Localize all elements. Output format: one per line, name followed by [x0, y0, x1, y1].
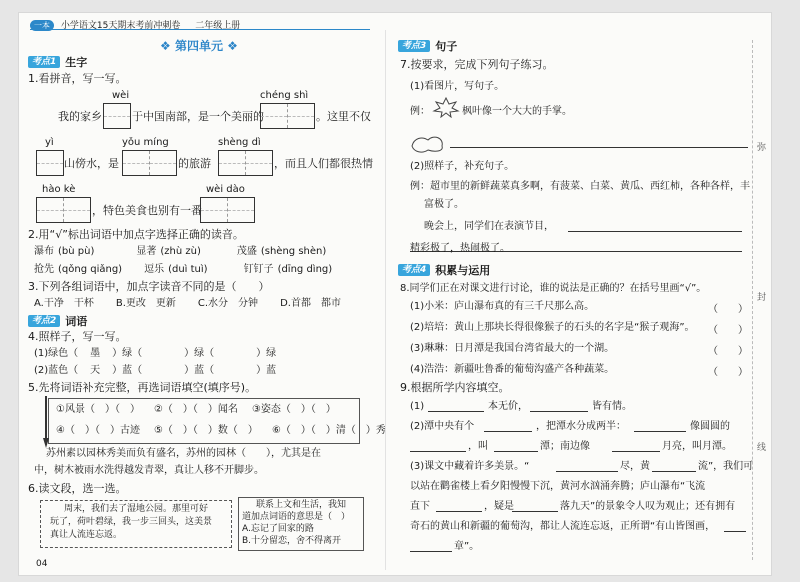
pinyin: hào kè: [42, 184, 76, 195]
q1-text: ，特色美食也别有一番: [92, 204, 202, 217]
q4-row-1: [34, 347, 276, 360]
pinyin: wèi: [112, 90, 130, 101]
answer-paren[interactable]: （ ）: [708, 346, 748, 357]
q1-text: 山傍水，是: [64, 157, 119, 170]
section-title: 句子: [435, 40, 458, 53]
q9-text: 尽，黄: [620, 461, 650, 472]
q9-text: 直下: [410, 501, 430, 512]
q7-example-2a: 例：超市里的新鲜蔬菜真多啊，有菠菜、白菜、黄瓜、西红柿，各种各样，丰: [410, 181, 750, 192]
page-fold: [385, 30, 386, 570]
q6-label: 6.读文段，选一选。: [28, 482, 127, 495]
q6-question-line: 道加点词语的意思是（ ）: [242, 512, 351, 522]
q9-text: 落九天”的景象令人叹为观止；还有拥有: [560, 501, 736, 512]
section-tag: 考点1: [28, 56, 60, 68]
answer-line[interactable]: [410, 450, 466, 452]
unit-title: ❖ 第四单元 ❖: [160, 39, 238, 53]
q5-item[interactable]: ⑥（ ）（ ）清（ ）秀: [271, 425, 386, 436]
answer-line[interactable]: [724, 530, 746, 532]
q8-item-4: (4)浩浩：新疆吐鲁番的葡萄沟盛产各种蔬菜。: [410, 364, 615, 375]
q7-fill-2: 精彩极了，热闹极了。: [410, 243, 510, 254]
q1-text: 。这里不仅: [316, 110, 371, 123]
q7-example-2b: 富极了。: [424, 199, 464, 210]
answer-paren[interactable]: （ ）: [708, 367, 748, 378]
section-title: 积累与运用: [435, 264, 491, 277]
pinyin: wèi dào: [206, 184, 245, 195]
pinyin-choice[interactable]: (bù pù): [58, 246, 95, 257]
q6-question-line: 联系上文和生活，我知: [256, 500, 347, 510]
q2-row-2: [34, 263, 332, 276]
margin-char-3: 线: [757, 443, 767, 453]
q6-passage-line: 玩了，荷叶碧绿，我一步三回头，这美景: [50, 517, 213, 527]
q6-option-b[interactable]: B.十分留恋，舍不得离开: [242, 536, 342, 546]
q9-text: 奇石的黄山和新疆的葡萄沟，都让人流连忘返，正所谓“有山皆图画，: [410, 521, 716, 532]
page-number: 04: [36, 559, 48, 569]
q7-example-label: 例：: [410, 106, 430, 117]
q9-text: (1): [410, 401, 425, 412]
q4-text: (2)蓝色（: [34, 365, 79, 376]
section-tag: 考点2: [28, 315, 60, 327]
pinyin-choice[interactable]: (dīng dìng): [277, 264, 333, 275]
q1-text: ，而且人们都很热情: [274, 157, 373, 170]
q7-fill-1: 晚会上，同学们在表演节目，: [424, 221, 554, 232]
q2-row-1: [34, 245, 326, 258]
q9-text: 像圆圆的: [690, 421, 730, 432]
q6-passage-line: 周末，我们去了湿地公园。那里可好: [64, 504, 209, 514]
word: 茂盛: [236, 246, 257, 257]
word: 显著: [136, 246, 157, 257]
q5-label: 5.先将词语补充完整，再选词语填空(填序号)。: [28, 381, 257, 394]
q2-label: 2.用“√”标出词语中加点字选择正确的读音。: [28, 228, 244, 241]
pinyin-choice[interactable]: (zhù zù): [160, 246, 201, 257]
q3-option-b[interactable]: B.更改 更新: [115, 298, 176, 309]
section-2-header: [28, 313, 87, 329]
section-title: 生字: [65, 56, 88, 69]
q4-text: ）蓝（: [184, 365, 215, 376]
section-tag: 考点4: [398, 264, 430, 276]
q8-label: 8.同学们正在对课文进行讨论，谁的说法是正确的？在括号里画“√”。: [400, 283, 707, 294]
pinyin: yì: [45, 137, 54, 148]
q4-text: ）绿（: [112, 348, 143, 359]
maple-leaf-icon: [432, 96, 460, 118]
answer-paren[interactable]: （ ）: [708, 325, 748, 336]
q4-text: ）绿（: [184, 348, 215, 359]
q8-item-2: (2)培培：黄山上那块长得很像猴子的石头的名字是“猴子观海”。: [410, 322, 695, 333]
unit-title-text: 第四单元: [174, 39, 223, 53]
q3-option-a[interactable]: A.干净 干杯: [34, 298, 94, 309]
answer-line[interactable]: [410, 550, 452, 552]
q3-option-c[interactable]: C.水分 分钟: [197, 298, 259, 309]
q5-item[interactable]: ⑤（ ）（ ）数（ ）: [153, 425, 258, 436]
q3-label: 3.下列各组词语中，加点字读音不同的是（ ）: [28, 280, 270, 293]
q9-text: 本无价，: [488, 401, 528, 412]
brand-logo: 一本: [30, 20, 54, 31]
q4-text: (1)绿色（: [34, 348, 79, 359]
q9-text: 以站在鹳雀楼上看夕阳慢慢下沉，黄河水汹涌奔腾；庐山瀑布“飞流: [410, 481, 706, 492]
q9-text: 潭；南边像: [540, 441, 590, 452]
q5-item[interactable]: ①风景（ ）（ ）: [56, 404, 140, 415]
q3-options: [34, 297, 341, 310]
answer-paren[interactable]: （ ）: [708, 304, 748, 315]
q9-label: 9.根据所学内容填空。: [400, 381, 510, 394]
q9-text: ，叫: [468, 441, 488, 452]
q4-row-2: [34, 364, 276, 377]
answer-line[interactable]: [428, 410, 484, 412]
answer-line[interactable]: [450, 146, 748, 148]
writing-grid[interactable]: [36, 150, 64, 176]
answer-line[interactable]: [568, 230, 742, 232]
seal-line: [752, 40, 753, 560]
q5-row-2: [56, 424, 386, 437]
word: 抢先: [34, 264, 54, 275]
writing-grid[interactable]: [103, 103, 131, 129]
pinyin: shèng dì: [218, 137, 261, 148]
q4-text: ）蓝（: [112, 365, 143, 376]
section-4-header: [398, 262, 490, 278]
q8-item-3: (3)琳琳：日月潭是我国台湾省最大的一个湖。: [410, 343, 615, 354]
answer-line[interactable]: [556, 470, 618, 472]
q9-text: ，把潭水分成两半：: [536, 421, 626, 432]
q7-example-text: 枫叶像一个大大的手掌。: [462, 106, 572, 117]
pinyin-choice[interactable]: (qǒng qiǎng): [58, 264, 123, 275]
answer-line[interactable]: [530, 410, 588, 412]
word: 瀑布: [34, 246, 54, 257]
q9-text: (2)潭中央有个: [410, 421, 475, 432]
q7-part-2: (2)照样子，补充句子。: [410, 161, 515, 172]
pinyin: chéng shì: [260, 90, 309, 101]
writing-grid[interactable]: [218, 150, 273, 176]
q4-text: ）绿: [256, 348, 277, 359]
q5-item[interactable]: ②（ ）（ ）闻名: [153, 404, 238, 415]
q3-option-d[interactable]: D.首都 都市: [280, 298, 341, 309]
word: 逗乐: [144, 264, 165, 275]
q8-item-1: (1)小米：庐山瀑布真的有三千尺那么高。: [410, 301, 595, 312]
answer-line[interactable]: [494, 450, 538, 452]
q9-text: 章”。: [454, 541, 480, 552]
q4-text: 墨: [90, 348, 101, 359]
leaf-picture-icon: [410, 132, 446, 154]
brush-icon: [40, 394, 52, 450]
section-title: 词语: [65, 315, 88, 328]
answer-line[interactable]: [652, 470, 696, 472]
q5-item[interactable]: ④（ ）（ ）古迹: [56, 425, 140, 436]
q4-label: 4.照样子，写一写。: [28, 330, 127, 343]
q9-text: 皆有情。: [592, 401, 632, 412]
q7-label: 7.按要求，完成下列句子练习。: [400, 58, 554, 71]
pinyin: yǒu míng: [122, 137, 169, 148]
answer-line[interactable]: [634, 430, 686, 432]
q5-item[interactable]: ③姿态（ ）（ ）: [251, 404, 336, 415]
pinyin-choice[interactable]: (duì tuì): [168, 264, 208, 275]
q5-passage-line-1: 苏州素以园林秀美而负有盛名，苏州的园林（ ），尤其是在: [46, 448, 321, 459]
q9-text: 月亮，叫月潭。: [662, 441, 732, 452]
writing-grid[interactable]: [200, 197, 255, 223]
book-title: 小学语文15天期末考前冲刺卷: [60, 21, 181, 31]
section-tag: 考点3: [398, 40, 430, 52]
q1-text: 于中国南部，是一个美丽的: [132, 110, 264, 123]
q4-text: 天: [90, 365, 101, 376]
writing-grid[interactable]: [122, 150, 177, 176]
q9-text: 流”，我们可: [698, 461, 754, 472]
q1-text: 我的家乡: [58, 110, 102, 123]
q7-part-1: (1)看图片，写句子。: [410, 81, 505, 92]
q5-passage-line-2: 中，树木被雨水洗得越发青翠，真让人移不开脚步。: [34, 465, 264, 476]
writing-grid[interactable]: [260, 103, 315, 129]
header-rule: [30, 29, 370, 30]
section-1-header: [28, 54, 87, 70]
q9-text: ，疑是: [484, 501, 514, 512]
answer-line[interactable]: [512, 510, 558, 512]
q9-text: (3)课文中藏着许多美景。“: [410, 461, 530, 472]
answer-line[interactable]: [436, 510, 482, 512]
section-3-header: [398, 38, 457, 54]
pinyin-choice[interactable]: (shèng shèn): [260, 246, 327, 257]
grade-label: 二年级上册: [195, 21, 241, 31]
q1-label: 1.看拼音，写一写。: [28, 72, 127, 85]
q6-passage-line: 真让人流连忘返。: [50, 530, 123, 540]
answer-line[interactable]: [612, 450, 660, 452]
q4-text: ）蓝: [256, 365, 277, 376]
margin-char-1: 弥: [757, 143, 767, 153]
answer-line[interactable]: [484, 430, 532, 432]
writing-grid[interactable]: [36, 197, 91, 223]
word: 钉钉子: [243, 264, 274, 275]
q5-row-1: [56, 403, 336, 416]
q6-option-a[interactable]: A.忘记了回家的路: [242, 524, 314, 534]
q1-text: 的旅游: [178, 157, 211, 170]
margin-char-2: 封: [757, 293, 767, 303]
